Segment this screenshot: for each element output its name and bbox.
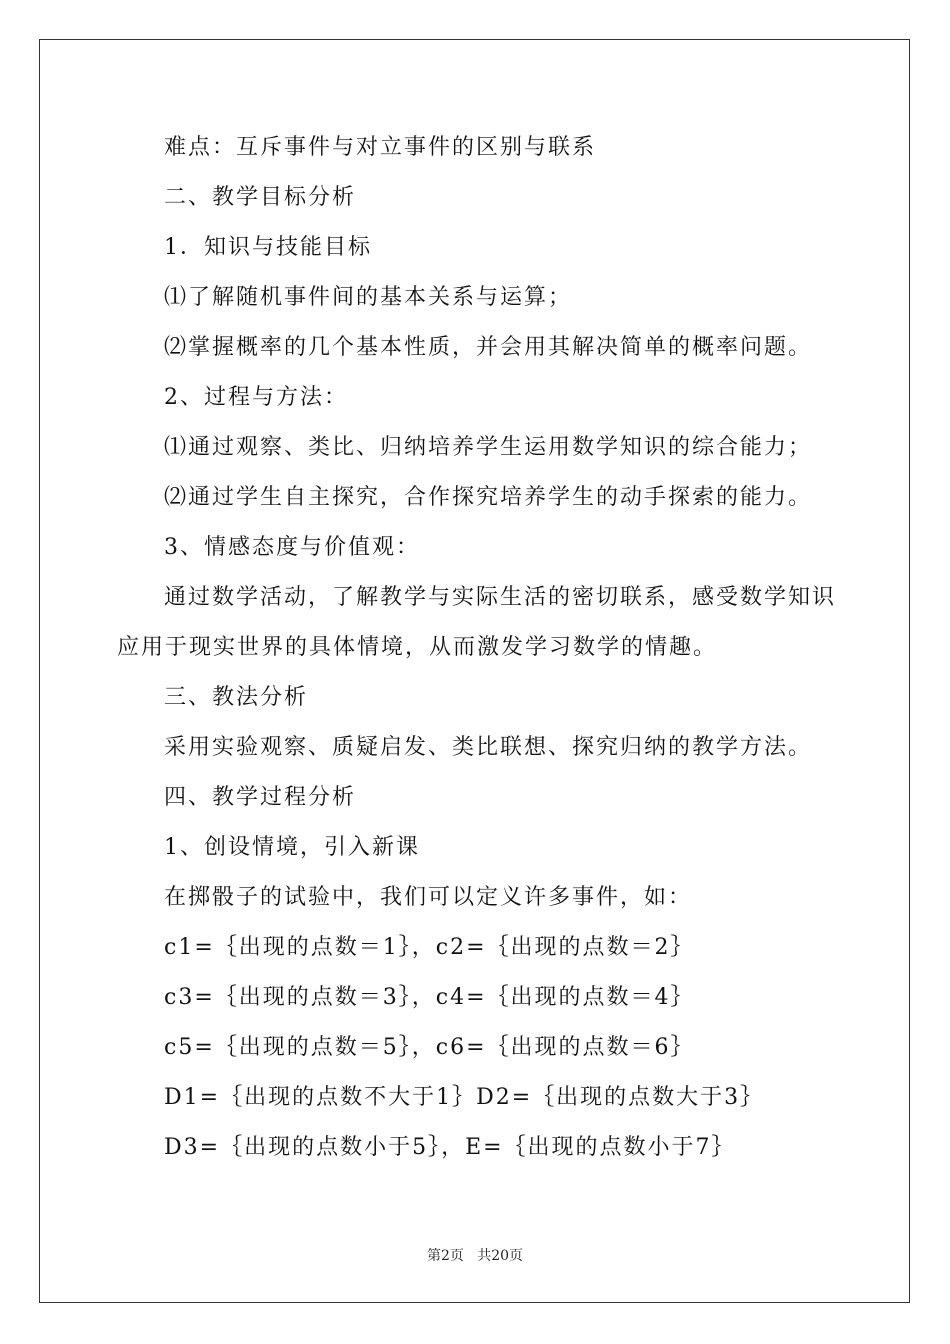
text-line-objective-2: ⑵掌握概率的几个基本性质，并会用其解决简单的概率问题。 (164, 335, 813, 360)
text-line-dice-experiment: 在掷骰子的试验中，我们可以定义许多事件，如： (164, 885, 693, 910)
paragraph-line-2: 应用于现实世界的具体情境，从而激发学习数学的情趣。 (117, 635, 718, 660)
text-line-process-1: ⑴通过观察、类比、归纳培养学生运用数学知识的综合能力； (164, 435, 813, 460)
event-line-c1-c2: c1=｛出现的点数＝1｝，c2=｛出现的点数＝2｝ (164, 935, 695, 960)
subheading-emotion-values: 3、情感态度与价值观： (164, 535, 420, 560)
text-line-objective-1: ⑴了解随机事件间的基本关系与运算； (164, 285, 573, 310)
event-line-c3-c4: c3=｛出现的点数＝3｝，c4=｛出现的点数＝4｝ (164, 985, 695, 1010)
event-line-c5-c6: c5=｛出现的点数＝5｝，c6=｛出现的点数＝6｝ (164, 1035, 695, 1060)
paragraph-line-1: 通过数学活动，了解教学与实际生活的密切联系，感受数学知识 (164, 585, 837, 610)
page-border (39, 39, 910, 1303)
event-line-d3-e: D3=｛出现的点数小于5｝，E=｛出现的点数小于7｝ (164, 1135, 736, 1160)
section-heading-teaching-method: 三、教法分析 (164, 685, 309, 710)
section-heading-teaching-process: 四、教学过程分析 (164, 785, 357, 810)
event-line-d1-d2: D1=｛出现的点数不大于1｝D2=｛出现的点数大于3｝ (164, 1085, 765, 1110)
text-line-process-2: ⑵通过学生自主探究，合作探究培养学生的动手探索的能力。 (164, 485, 813, 510)
subheading-process-method: 2、过程与方法： (164, 385, 348, 410)
text-line-teaching-method: 采用实验观察、质疑启发、类比联想、探究归纳的教学方法。 (164, 735, 813, 760)
page-number-footer: 第2页 共20页 (426, 1248, 524, 1264)
text-line-difficulty: 难点：互斥事件与对立事件的区别与联系 (164, 135, 597, 160)
subheading-knowledge-skills: 1．知识与技能目标 (164, 235, 372, 260)
subheading-introduce-lesson: 1、创设情境，引入新课 (164, 835, 420, 860)
section-heading-objectives: 二、教学目标分析 (164, 185, 357, 210)
